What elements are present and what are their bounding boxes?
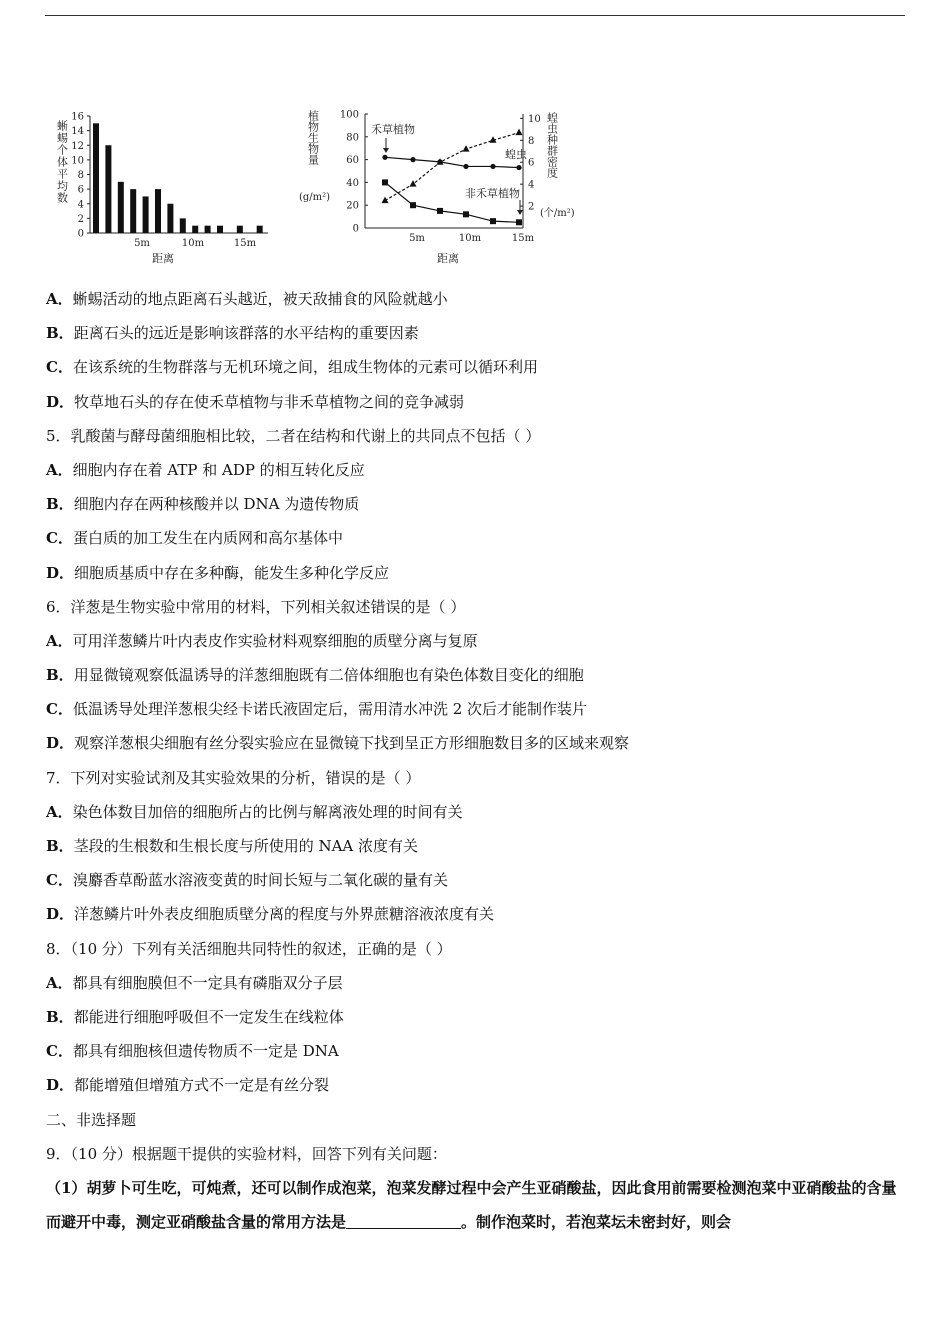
left-y-tick-label: 20 — [346, 200, 359, 212]
option-label: A． — [46, 290, 73, 308]
option-label: B． — [46, 837, 74, 855]
left-y-tick-label: 100 — [339, 109, 359, 121]
right-y-tick-label: 6 — [528, 157, 535, 169]
line-text: 低温诱导处理洋葱根尖经卡诺氏液固定后，需用清水冲洗 2 次后才能制作装片 — [72, 700, 588, 719]
data-point — [410, 202, 416, 208]
option-label: C． — [46, 871, 73, 890]
option-label: C． — [46, 700, 73, 719]
bar — [130, 189, 136, 233]
series-line — [385, 157, 519, 167]
left-y-tick-label: 60 — [346, 155, 359, 167]
text-line — [46, 282, 906, 316]
text-line — [46, 419, 906, 453]
option-label: A． — [46, 631, 73, 650]
text-line — [46, 863, 906, 897]
bar — [143, 196, 149, 233]
data-point — [463, 145, 470, 152]
x-tick-label: 15m — [233, 238, 257, 249]
y-tick-label: 16 — [71, 111, 84, 123]
figures — [0, 100, 950, 270]
line-text: 细胞内存在着 ATP 和 ADP 的相互转化反应 — [72, 460, 365, 479]
bar — [93, 123, 99, 233]
text-line — [46, 521, 906, 555]
text-line — [46, 692, 906, 726]
y-tick-label: 6 — [77, 184, 84, 196]
text-line — [46, 1034, 906, 1068]
line-text: 都具有细胞核但遗传物质不一定是 DNA — [72, 1042, 339, 1061]
option-label: C． — [46, 358, 73, 377]
text-line — [46, 556, 906, 590]
option-label: D． — [46, 563, 75, 582]
line-text: 6．洋葱是生物实验中常用的材料，下列相关叙述错误的是（ ） — [46, 597, 466, 616]
right-y-tick-label: 8 — [528, 135, 535, 147]
bar — [167, 204, 173, 233]
data-point — [410, 157, 415, 162]
x-tick-label: 15m — [511, 233, 535, 244]
data-point — [463, 164, 468, 169]
x-tick-label: 5m — [134, 238, 150, 249]
x-tick-label: 10m — [181, 238, 205, 249]
line-text: 牧草地石头的存在使禾草植物与非禾草植物之间的竞争减弱 — [74, 392, 465, 411]
data-point — [437, 208, 443, 214]
text-line — [46, 316, 906, 350]
y-axis-label: 蜥蜴个体平均数 — [55, 120, 69, 204]
option-label: D． — [46, 1076, 75, 1095]
text-line — [46, 726, 906, 760]
x-axis-label: 距离 — [437, 252, 459, 265]
line-text: 都能进行细胞呼吸但不一定发生在线粒体 — [73, 1007, 344, 1026]
right-y-tick-label: 4 — [528, 179, 535, 191]
option-label: B． — [46, 666, 74, 685]
data-point — [516, 129, 523, 136]
y-tick-label: 0 — [77, 228, 84, 240]
text-line — [46, 795, 906, 829]
line-text: 洋葱鳞片叶外表皮细胞质壁分离的程度与外界蔗糖溶液浓度有关 — [74, 905, 495, 924]
left-y-label: 植物生物量 — [306, 110, 320, 165]
series-label-nongrass: 非禾草植物 — [465, 187, 520, 200]
bar — [105, 145, 111, 233]
right-y-label: 蝗虫种群密度 — [545, 112, 559, 178]
right-y-unit: (个/m²) — [540, 208, 575, 219]
text-line — [46, 1103, 906, 1137]
option-label: D． — [46, 392, 75, 411]
question-9-part-1: （1）胡萝卜可生吃，可炖煮，还可以制作成泡菜，泡菜发酵过程中会产生亚硝酸盐，因此食用前需要检测泡菜中亚硝酸盐的含量而避开中毒，测定亚硝酸盐含量的常用方法是 。制作泡菜时，若泡菜坛未密封好，则会 — [46, 1178, 897, 1232]
line-text: 二、非选择题 — [46, 1110, 137, 1129]
bar — [217, 226, 223, 233]
bar — [257, 226, 263, 233]
plant-locust-line-chart — [295, 100, 625, 270]
text-line — [46, 453, 906, 487]
data-point — [382, 155, 387, 160]
answer-blank[interactable] — [346, 1214, 461, 1229]
text-line — [46, 761, 906, 795]
bar — [180, 218, 186, 233]
option-label: D． — [46, 905, 75, 924]
line-text: 染色体数目加倍的细胞所占的比例与解离液处理的时间有关 — [72, 802, 463, 821]
y-tick-label: 14 — [71, 126, 84, 138]
line-text: 8．（10 分）下列有关活细胞共同特性的叙述，正确的是（ ） — [46, 939, 452, 958]
data-point — [382, 179, 388, 185]
text-line — [46, 932, 906, 966]
x-tick-label: 10m — [458, 233, 482, 244]
text-line — [46, 624, 906, 658]
option-label: B． — [46, 1007, 74, 1026]
line-text: 9．（10 分）根据题干提供的实验材料，回答下列有关问题： — [46, 1144, 447, 1163]
line-text: 溴麝香草酚蓝水溶液变黄的时间长短与二氧化碳的量有关 — [72, 871, 448, 890]
x-tick-label: 5m — [409, 233, 425, 244]
data-point — [490, 164, 495, 169]
line-text: 都具有细胞膜但不一定具有磷脂双分子层 — [72, 973, 343, 992]
series-label-grass: 禾草植物 — [371, 123, 415, 136]
y-tick-label: 8 — [77, 170, 84, 181]
data-point — [490, 218, 496, 224]
line-text: 蜥蜴活动的地点距离石头越近，被天敌捕食的风险就越小 — [72, 290, 448, 308]
bar — [155, 189, 161, 233]
question-text — [46, 282, 906, 1239]
text-line — [46, 1068, 906, 1102]
text-line — [46, 1137, 906, 1171]
data-point — [516, 165, 521, 170]
text-line — [46, 350, 906, 384]
line-text: 茎段的生根数和生根长度与所使用的 NAA 浓度有关 — [73, 837, 419, 855]
y-tick-label: 2 — [77, 213, 84, 225]
text-line — [46, 487, 906, 521]
line-text: 用显微镜观察低温诱导的洋葱细胞既有二倍体细胞也有染色体数目变化的细胞 — [73, 666, 584, 685]
option-label: D． — [46, 734, 75, 753]
y-tick-label: 10 — [71, 155, 84, 167]
bar — [118, 182, 124, 233]
left-y-unit: (g/m²) — [299, 192, 331, 203]
left-y-tick-label: 40 — [346, 177, 359, 189]
option-label: B． — [46, 324, 74, 343]
line-text: 观察洋葱根尖细胞有丝分裂实验应在显微镜下找到呈正方形细胞数目多的区域来观察 — [74, 734, 630, 753]
line-text: 7．下列对实验试剂及其实验效果的分析，错误的是（ ） — [46, 768, 421, 787]
y-tick-label: 12 — [71, 140, 84, 152]
left-y-tick-label: 0 — [352, 223, 359, 235]
option-label: B． — [46, 495, 74, 514]
option-label: C． — [46, 529, 73, 548]
text-line — [46, 590, 906, 624]
text-line — [46, 966, 906, 1000]
option-label: A． — [46, 973, 73, 992]
text-line — [46, 897, 906, 931]
option-label: A． — [46, 802, 73, 821]
bar — [237, 226, 243, 233]
data-point — [463, 211, 469, 217]
data-point — [410, 180, 417, 187]
bar — [205, 226, 211, 233]
lizard-bar-chart — [40, 100, 320, 270]
line-text: 5．乳酸菌与酵母菌细胞相比较，二者在结构和代谢上的共同点不包括（ ） — [46, 426, 541, 445]
line-text: 蛋白质的加工发生在内质网和高尔基体中 — [72, 529, 343, 548]
right-y-tick-label: 2 — [528, 201, 535, 213]
line-text: 距离石头的远近是影响该群落的水平结构的重要因素 — [73, 324, 419, 343]
x-axis-label: 距离 — [152, 252, 174, 265]
option-label: C． — [46, 1042, 73, 1061]
text-line — [46, 829, 906, 863]
text-line — [46, 658, 906, 692]
text-line — [46, 1000, 906, 1034]
bar — [192, 226, 198, 233]
text-line — [46, 385, 906, 419]
line-text: 可用洋葱鳞片叶内表皮作实验材料观察细胞的质壁分离与复原 — [72, 631, 478, 650]
header-rule — [45, 15, 905, 16]
data-point — [516, 219, 522, 225]
line-text: 细胞内存在两种核酸并以 DNA 为遗传物质 — [73, 495, 360, 514]
line-text: 细胞质基质中存在多种酶，能发生多种化学反应 — [74, 563, 390, 582]
right-y-tick-label: 10 — [528, 113, 541, 125]
series-label-locust: 蝗虫 — [505, 148, 527, 161]
line-text: 在该系统的生物群落与无机环境之间，组成生物体的元素可以循环利用 — [72, 358, 538, 377]
line-text: 都能增殖但增殖方式不一定是有丝分裂 — [74, 1076, 330, 1095]
left-y-tick-label: 80 — [346, 132, 359, 144]
option-label: A． — [46, 460, 73, 479]
y-tick-label: 4 — [77, 199, 84, 211]
